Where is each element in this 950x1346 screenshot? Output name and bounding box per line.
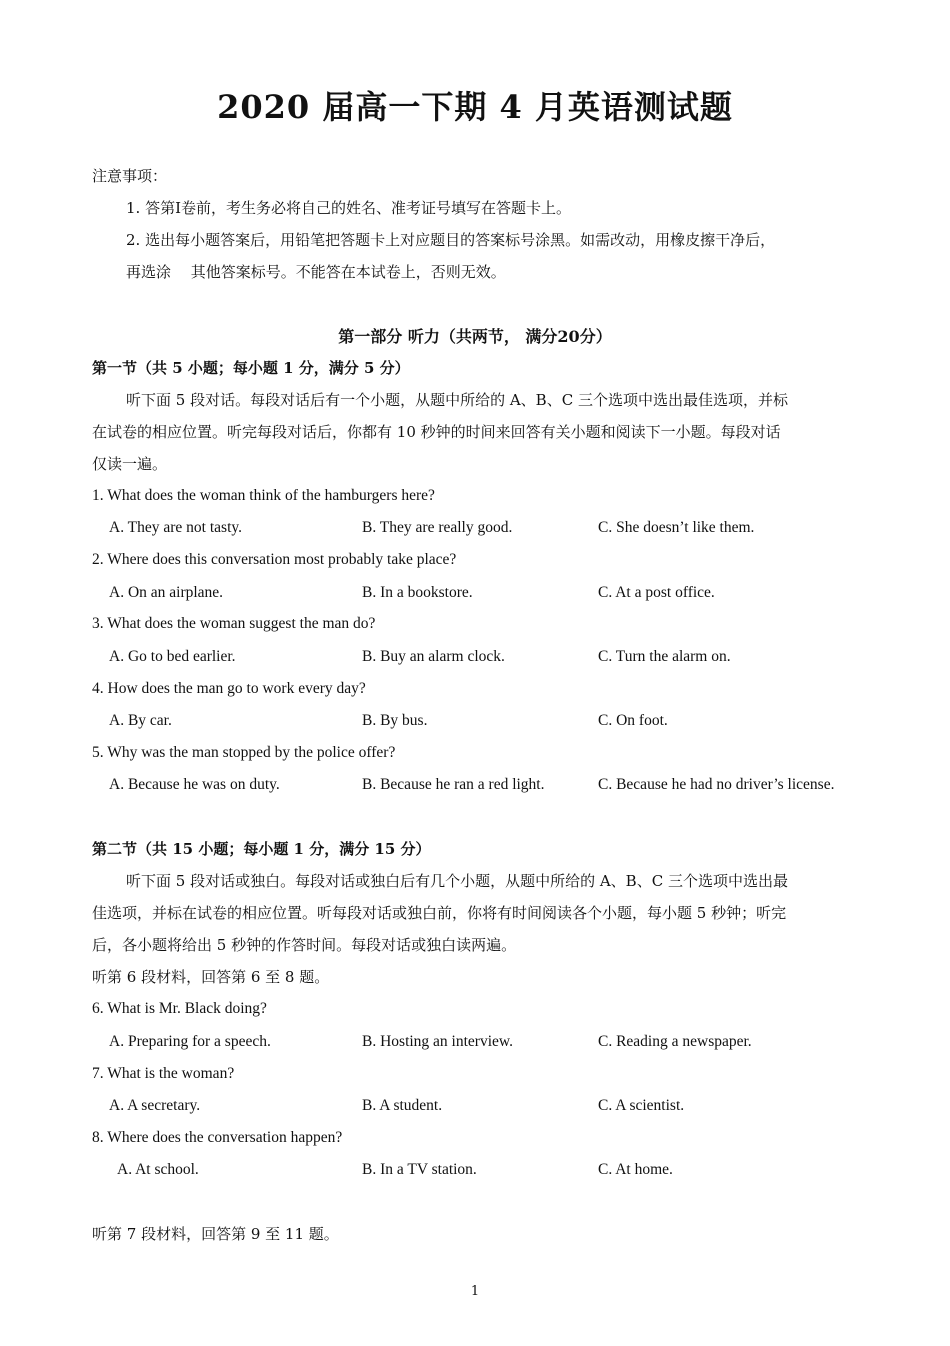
question-5-option-b: B. Because he ran a red light. bbox=[362, 776, 545, 793]
notice-item-2-line-1: 2. 选出每小题答案后，用铅笔把答题卡上对应题目的答案标号涂黑。如需改动，用橡皮擦干净后， bbox=[126, 231, 776, 249]
question-2: 2. Where does this conversation most probably take place? bbox=[92, 551, 457, 568]
question-6-option-c: C. Reading a newspaper. bbox=[598, 1033, 752, 1050]
question-1: 1. What does the woman think of the hamburgers here? bbox=[92, 487, 435, 504]
section2-instruction-line-2: 佳选项，并标在试卷的相应位置。听每段对话或独白前，你将有时间阅读各个小题，每小题 5 秒钟；听完 bbox=[92, 904, 787, 922]
material-7-note: 听第 7 段材料，回答第 9 至 11 题。 bbox=[92, 1225, 339, 1243]
question-6-option-b: B. Hosting an interview. bbox=[362, 1033, 513, 1050]
question-7-option-c: C. A scientist. bbox=[598, 1097, 685, 1114]
question-8: 8. Where does the conversation happen? bbox=[92, 1129, 343, 1146]
part1-title: 第一部分 听力（共两节， 满分20分） bbox=[338, 327, 612, 346]
question-3: 3. What does the woman suggest the man do? bbox=[92, 615, 376, 632]
question-3-option-a: A. Go to bed earlier. bbox=[109, 648, 236, 665]
page-title: 2020 届高一下期 4 月英语测试题 bbox=[217, 88, 733, 126]
section1-instruction-line-3: 仅读一遍。 bbox=[92, 455, 168, 473]
question-8-option-c: C. At home. bbox=[598, 1161, 673, 1178]
question-6-option-a: A. Preparing for a speech. bbox=[109, 1033, 271, 1050]
question-7: 7. What is the woman? bbox=[92, 1065, 235, 1082]
question-1-option-c: C. She doesn’t like them. bbox=[598, 519, 755, 536]
question-4-option-c: C. On foot. bbox=[598, 712, 668, 729]
question-7-option-b: B. A student. bbox=[362, 1097, 443, 1114]
notice-item-2-line-2: 再选涂 其他答案标号。不能答在本试卷上，否则无效。 bbox=[126, 263, 506, 281]
page-number: 1 bbox=[470, 1284, 480, 1299]
question-6: 6. What is Mr. Black doing? bbox=[92, 1000, 267, 1017]
question-1-option-a: A. They are not tasty. bbox=[109, 519, 243, 536]
section2-instruction-line-3: 后，各小题将给出 5 秒钟的作答时间。每段对话或独白读两遍。 bbox=[92, 936, 517, 954]
question-2-option-c: C. At a post office. bbox=[598, 584, 715, 601]
question-1-option-b: B. They are really good. bbox=[362, 519, 513, 536]
section1-instruction-line-1: 听下面 5 段对话。每段对话后有一个小题，从题中所给的 A、B、C 三个选项中选出最佳选项，并标 bbox=[126, 391, 788, 409]
question-5-option-c: C. Because he had no driver’s license. bbox=[598, 776, 835, 793]
question-7-option-a: A. A secretary. bbox=[109, 1097, 201, 1114]
section1-instruction-line-2: 在试卷的相应位置。听完每段对话后，你都有 10 秒钟的时间来回答有关小题和阅读下一小题。每段对话 bbox=[92, 423, 781, 441]
material-6-note: 听第 6 段材料，回答第 6 至 8 题。 bbox=[92, 968, 330, 986]
section1-heading: 第一节（共 5 小题；每小题 1 分，满分 5 分） bbox=[92, 359, 410, 377]
question-5-option-a: A. Because he was on duty. bbox=[109, 776, 280, 793]
question-5: 5. Why was the man stopped by the police offer? bbox=[92, 744, 396, 761]
question-4-option-b: B. By bus. bbox=[362, 712, 428, 729]
question-8-option-b: B. In a TV station. bbox=[362, 1161, 477, 1178]
question-4-option-a: A. By car. bbox=[109, 712, 172, 729]
question-4: 4. How does the man go to work every day? bbox=[92, 680, 366, 697]
question-8-option-a: A. At school. bbox=[117, 1161, 199, 1178]
question-2-option-b: B. In a bookstore. bbox=[362, 584, 473, 601]
notice-item-1: 1. 答第Ⅰ卷前，考生务必将自己的姓名、准考证号填写在答题卡上。 bbox=[126, 199, 572, 217]
question-2-option-a: A. On an airplane. bbox=[109, 584, 224, 601]
notice-heading: 注意事项： bbox=[92, 167, 168, 185]
section2-heading: 第二节（共 15 小题；每小题 1 分，满分 15 分） bbox=[92, 840, 431, 858]
section2-instruction-line-1: 听下面 5 段对话或独白。每段对话或独白后有几个小题，从题中所给的 A、B、C 三个选项中选出最 bbox=[126, 872, 788, 890]
question-3-option-c: C. Turn the alarm on. bbox=[598, 648, 731, 665]
question-3-option-b: B. Buy an alarm clock. bbox=[362, 648, 505, 665]
